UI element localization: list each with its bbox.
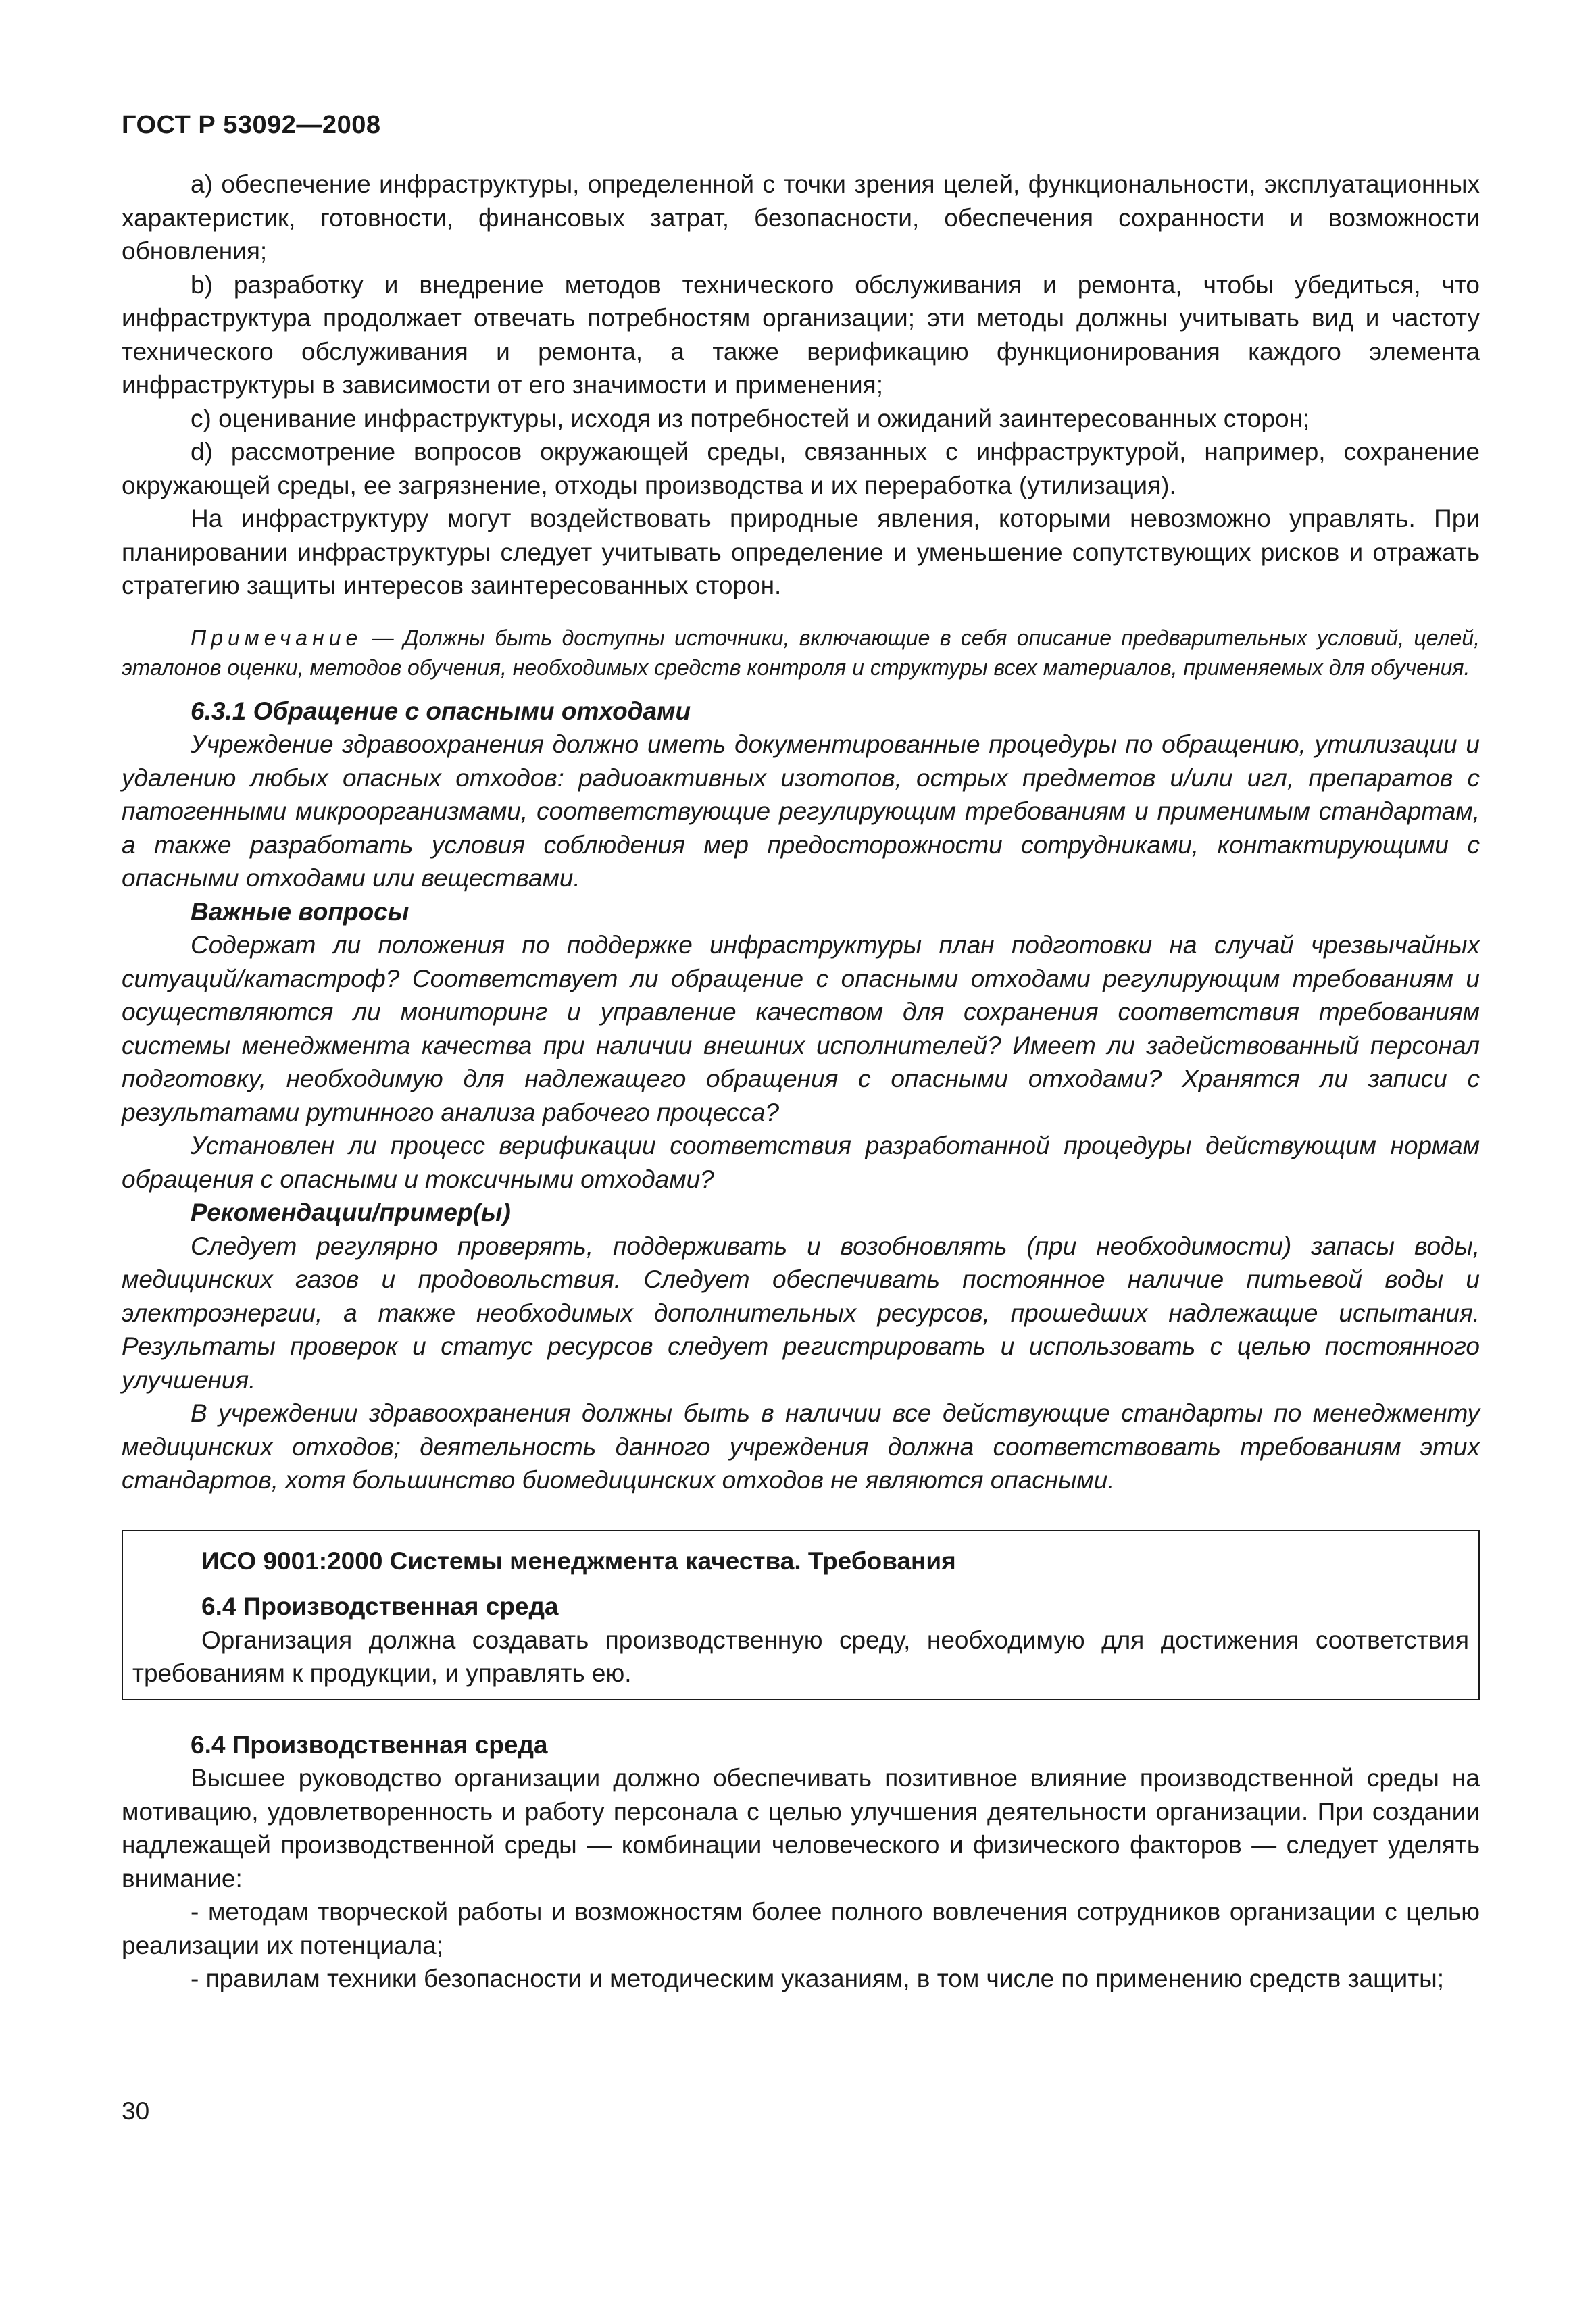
paragraph-b: b) разработку и внедрение методов технического обслуживания и ремонта, чтобы убедиться, что инфраструктура продолжает отвечать потребностям организации; эти методы должны учитывать вид и частоту технического обслуживания и ремонта, а также верификацию функционирования каждого элемента инфраструктуры в зависимости от его значимости и применения; [122,270,1480,399]
page-number: 30 [122,2097,150,2125]
section-6-3-1-heading: 6.3.1 Обращение с опасными отходами [191,697,691,725]
paragraph-natural-phenomena: На инфраструктуру могут воздействовать природные явления, которыми невозможно управлять. При планировании инфраструктуры следует учитывать определение и уменьшение сопутствующих рисков и отражать стратегию защиты интересов заинтересованных сторон. [122,505,1480,599]
questions-heading: Важные вопросы [191,897,409,926]
section-6-3-1 [122,695,1480,1497]
recommendation-paragraph: Следует регулярно проверять, поддерживать и возобновлять (при необходимости) запасы воды, медицинских газов и продовольствия. Следует обеспечивать постоянное наличие питьевой воды и электроэнергии, а также необходимых дополнительных ресурсов, прошедших надлежащие испытания. Результаты проверок и статус ресурсов следует регистрировать и использовать с целью постоянного улучшения. [122,1232,1480,1394]
section-6-4-heading: 6.4 Производственная среда [191,1730,548,1759]
recommendations-heading: Рекомендации/пример(ы) [191,1199,511,1226]
iso-box-text: Организация должна создавать производственную среду, необходимую для достижения соответствия требованиям к продукции, и управлять ею. [132,1626,1469,1687]
note-label: Примечание [191,625,363,650]
question-paragraph: Установлен ли процесс верификации соответствия разработанной процедуры действующим нормам обращения с опасными и токсичными отходами? [122,1132,1480,1193]
section-6-4-paragraph: Высшее руководство организации должно обеспечивать позитивное влияние производственной среды на мотивацию, удовлетворенность и работу персонала с целью улучшения деятельности организации. При создании надлежащей производственной среды — комбинации человеческого и физического факторов — следует уделять внимание: [122,1764,1480,1892]
iso-box-title: ИСО 9001:2000 Системы менеджмента качества. Требования [201,1546,956,1575]
iso-quote-box [122,1530,1480,1700]
paragraph-a: а) обеспечение инфраструктуры, определенной с точки зрения целей, функциональности, эксплуатационных характеристик, готовности, финансовых затрат, безопасности, обеспечения сохранности и возможности обновления; [122,170,1480,265]
infrastructure-list [122,168,1480,603]
section-6-4-list-item: - методам творческой работы и возможностям более полного вовлечения сотрудников организации с целью реализации их потенциала; [122,1898,1480,1959]
section-6-3-1-intro: Учреждение здравоохранения должно иметь документированные процедуры по обращению, утилизации и удалению любых опасных отходов: радиоактивных изотопов, острых предметов и/или игл, препаратов с патогенными микроорганизмами, соответствующие регулирующим требованиям и применимым стандартам, а также разработать условия соблюдения мер предосторожности сотрудниками, контактирующими с опасными отходами или веществами. [122,730,1480,892]
paragraph-c: с) оценивание инфраструктуры, исходя из потребностей и ожиданий заинтересованных сторон; [191,404,1310,432]
paragraph-d: d) рассмотрение вопросов окружающей среды, связанных с инфраструктурой, например, сохранение окружающей среды, ее загрязнение, отходы производства и их переработка (утилизация). [122,438,1480,499]
section-6-4-list-item: - правилам техники безопасности и методическим указаниям, в том числе по применению средств защиты; [191,1965,1445,1992]
section-6-4 [122,1728,1480,1996]
note [122,623,1480,682]
note-text: — Должны быть доступны источники, включающие в себя описание предварительных условий, целей, эталонов оценки, методов обучения, необходимых средств контроля и структуры всех материалов, применяемых для обучения. [122,625,1480,680]
document-header: ГОСТ Р 53092—2008 [122,111,381,139]
question-paragraph: Содержат ли положения по поддержке инфраструктуры план подготовки на случай чрезвычайных ситуаций/катастроф? Соответствует ли обращение с опасными отходами регулирующим требованиям и осуществляются ли мониторинг и управление качеством для сохранения соответствия требованиям системы менеджмента качества при наличии внешних исполнителей? Имеет ли задействованный персонал подготовку, необходимую для надлежащего обращения с опасными отходами? Хранятся ли записи с результатами рутинного анализа рабочего процесса? [122,931,1480,1126]
recommendation-paragraph: В учреждении здравоохранения должны быть в наличии все действующие стандарты по менеджменту медицинских отходов; деятельность данного учреждения должна соответствовать требованиям этих стандартов, хотя большинство биомедицинских отходов не являются опасными. [122,1399,1480,1494]
iso-box-heading: 6.4 Производственная среда [201,1592,559,1620]
document-page [122,108,1480,1996]
